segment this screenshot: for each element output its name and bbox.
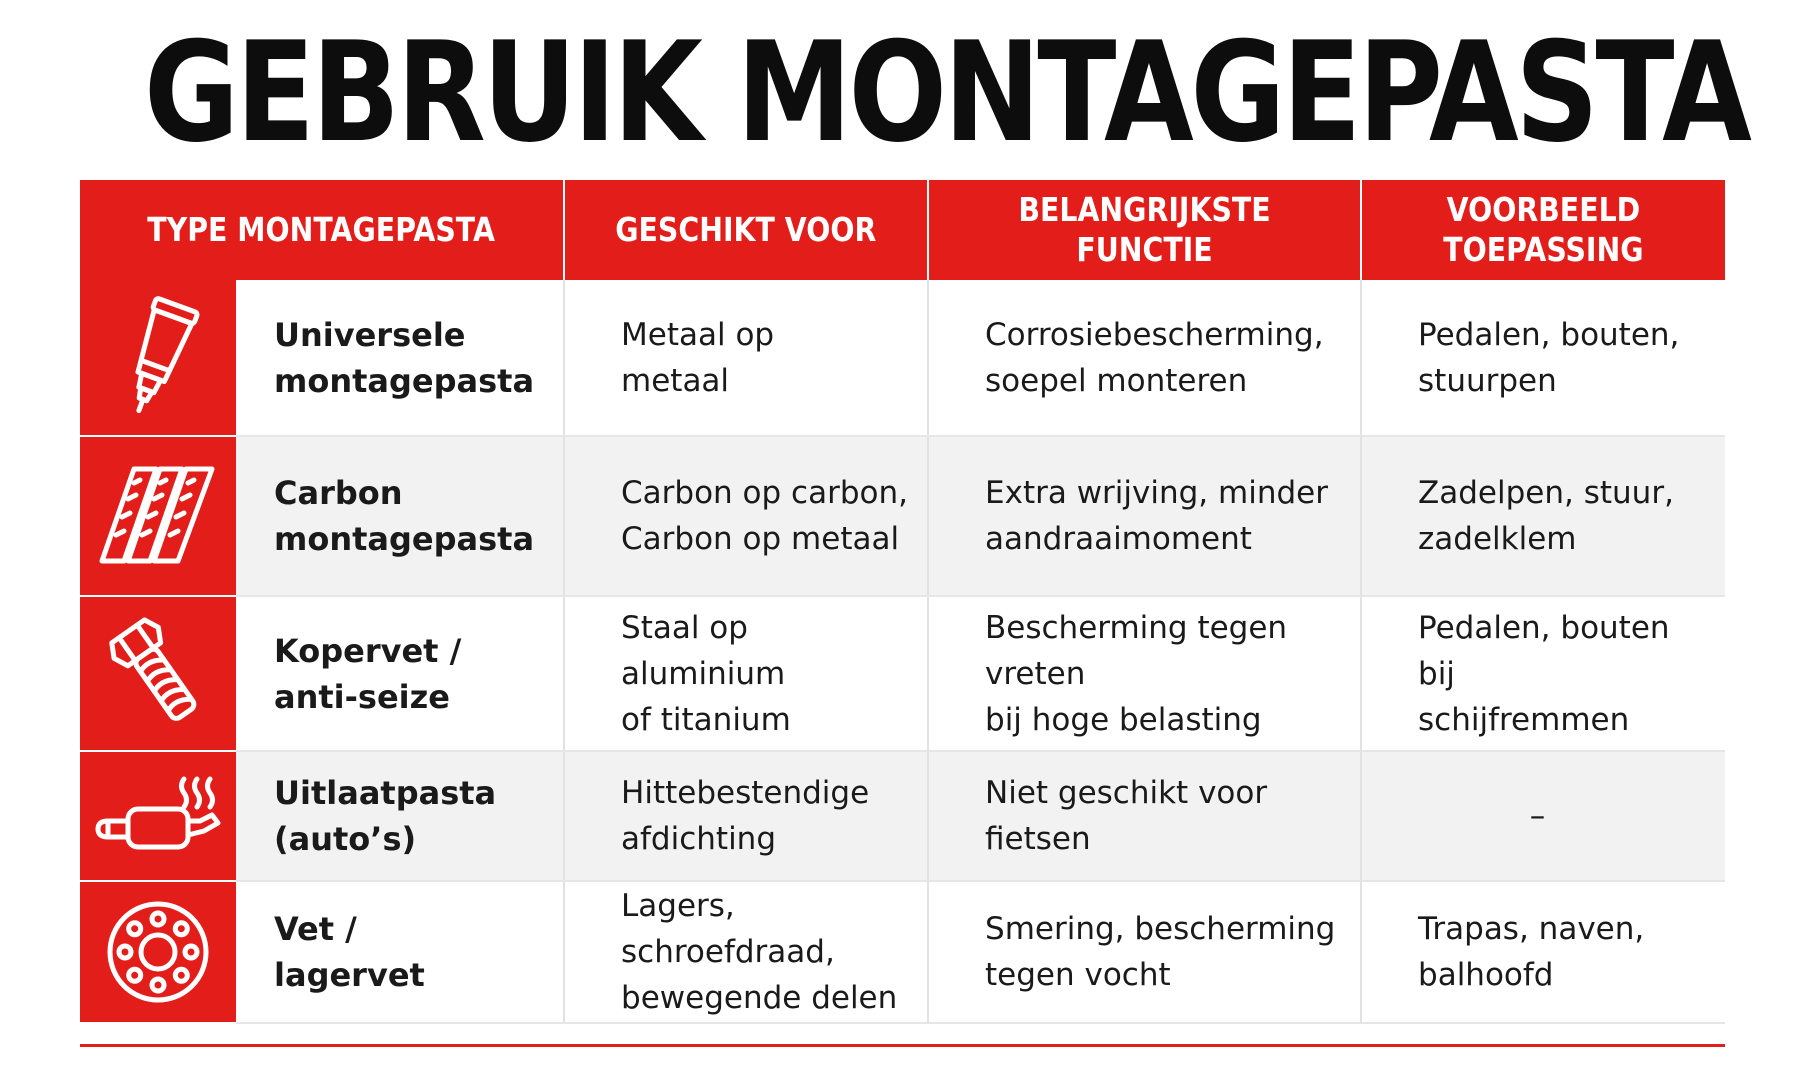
row-functie: Smering, bescherming tegen vocht bbox=[928, 881, 1361, 1023]
row-voorbeeld: Pedalen, bouten bij schijfremmen bbox=[1361, 596, 1725, 751]
page-title: GEBRUIK MONTAGEPASTA bbox=[144, 12, 1749, 173]
table-row bbox=[80, 881, 1725, 1023]
row-voorbeeld: – bbox=[1361, 751, 1725, 881]
row-functie: Bescherming tegen vreten bij hoge belasting bbox=[928, 596, 1361, 751]
row-type: Vet / lagervet bbox=[236, 881, 564, 1023]
header-voorbeeld-toepassing: VOORBEELD TOEPASSING bbox=[1361, 180, 1725, 280]
row-type: Carbon montagepasta bbox=[236, 436, 564, 596]
table-header-row bbox=[80, 180, 1725, 280]
tube-icon bbox=[110, 296, 206, 420]
row-icon-cell bbox=[80, 436, 236, 596]
row-functie: Corrosiebescherming, soepel monteren bbox=[928, 280, 1361, 436]
row-voorbeeld: Trapas, naven, balhoofd bbox=[1361, 881, 1725, 1023]
header-belangrijkste-functie: BELANGRIJKSTE FUNCTIE bbox=[928, 180, 1361, 280]
bottom-divider bbox=[80, 1044, 1725, 1047]
row-functie: Niet geschikt voor fietsen bbox=[928, 751, 1361, 881]
row-geschikt-voor: Lagers, schroefdraad, bewegende delen bbox=[564, 881, 928, 1023]
row-geschikt-voor: Staal op aluminium of titanium bbox=[564, 596, 928, 751]
table-row bbox=[80, 436, 1725, 596]
row-geschikt-voor: Carbon op carbon, Carbon op metaal bbox=[564, 436, 928, 596]
table-row bbox=[80, 596, 1725, 751]
row-geschikt-voor: Hittebestendige afdichting bbox=[564, 751, 928, 881]
row-type: Uitlaatpasta (auto’s) bbox=[236, 751, 564, 881]
row-functie: Extra wrijving, minder aandraaimoment bbox=[928, 436, 1361, 596]
bearing-icon bbox=[104, 898, 212, 1006]
header-type: TYPE MONTAGEPASTA bbox=[80, 180, 564, 280]
row-icon-cell bbox=[80, 751, 236, 881]
montagepasta-table bbox=[80, 180, 1725, 1024]
exhaust-icon bbox=[94, 771, 222, 861]
row-icon-cell bbox=[80, 881, 236, 1023]
row-voorbeeld: Pedalen, bouten, stuurpen bbox=[1361, 280, 1725, 436]
header-geschikt-voor: GESCHIKT VOOR bbox=[564, 180, 928, 280]
row-icon-cell bbox=[80, 596, 236, 751]
row-icon-cell bbox=[80, 280, 236, 436]
row-type: Universele montagepasta bbox=[236, 280, 564, 436]
table-row bbox=[80, 751, 1725, 881]
table-row bbox=[80, 280, 1725, 436]
row-type: Kopervet / anti-seize bbox=[236, 596, 564, 751]
bolt-icon bbox=[103, 612, 213, 736]
row-voorbeeld: Zadelpen, stuur, zadelklem bbox=[1361, 436, 1725, 596]
row-geschikt-voor: Metaal op metaal bbox=[564, 280, 928, 436]
carbon-strips-icon bbox=[94, 457, 222, 575]
